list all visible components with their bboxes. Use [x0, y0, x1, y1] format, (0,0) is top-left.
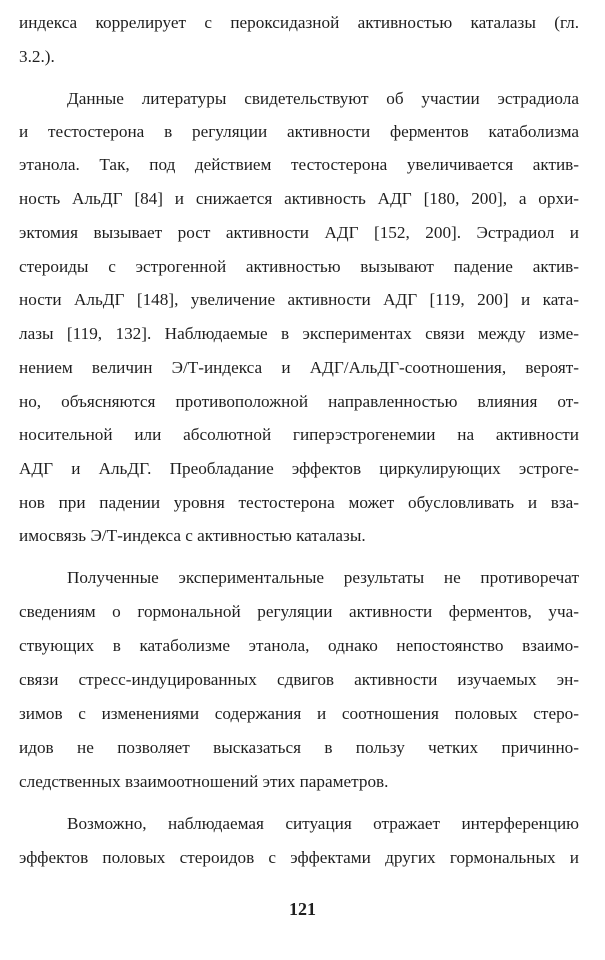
text-line: Данные литературы свидетельствуют об участии эстрадиола	[67, 89, 579, 108]
text-line: идов не позволяет высказаться в пользу четких причинно-	[19, 738, 579, 757]
text-line: нением величин Э/Т-индекса и АДГ/АльДГ-соотношения, вероят-	[19, 358, 579, 377]
text-line: Возможно, наблюдаемая ситуация отражает интерференцию	[67, 814, 579, 833]
page-number: 121	[289, 899, 316, 919]
text-line: АДГ и АльДГ. Преобладание эффектов циркулирующих эстроге-	[19, 459, 579, 478]
text-line: ности АльДГ [148], увеличение активности АДГ [119, 200] и ката-	[19, 290, 579, 309]
text-line: Полученные экспериментальные результаты не противоречат	[67, 568, 579, 587]
text-line: этанола. Так, под действием тестостерона увеличивается актив-	[19, 155, 579, 174]
text-line: но, объясняются противоположной направленностью влияния от-	[19, 392, 579, 411]
text-line: зимов с изменениями содержания и соотношения половых стеро-	[19, 704, 579, 723]
text-line: и тестостерона в регуляции активности ферментов катаболизма	[19, 122, 579, 141]
text-line: эффектов половых стероидов с эффектами других гормональных и	[19, 848, 579, 867]
text-line: следственных взаимоотношений этих параметров.	[19, 772, 389, 791]
text-line: ность АльДГ [84] и снижается активность АДГ [180, 200], а орхи-	[19, 189, 579, 208]
text-line: эктомия вызывает рост активности АДГ [152, 200]. Эстрадиол и	[19, 223, 579, 242]
text-line: стероиды с эстрогенной активностью вызывают падение актив-	[19, 257, 579, 276]
text-line: ствующих в катаболизме этанола, однако непостоянство взаимо-	[19, 636, 579, 655]
text-line: индекса коррелирует с пероксидазной активностью каталазы (гл.	[19, 13, 579, 32]
text-line: сведениям о гормональной регуляции активности ферментов, уча-	[19, 602, 579, 621]
text-line: носительной или абсолютной гиперэстрогенемии на активности	[19, 425, 579, 444]
text-line: нов при падении уровня тестостерона может обусловливать и вза-	[19, 493, 579, 512]
text-line: имосвязь Э/Т-индекса с активностью каталазы.	[19, 526, 366, 545]
text-line: лазы [119, 132]. Наблюдаемые в экспериментах связи между изме-	[19, 324, 579, 343]
text-line: 3.2.).	[19, 47, 55, 66]
text-line: связи стресс-индуцированных сдвигов активности изучаемых эн-	[19, 670, 579, 689]
